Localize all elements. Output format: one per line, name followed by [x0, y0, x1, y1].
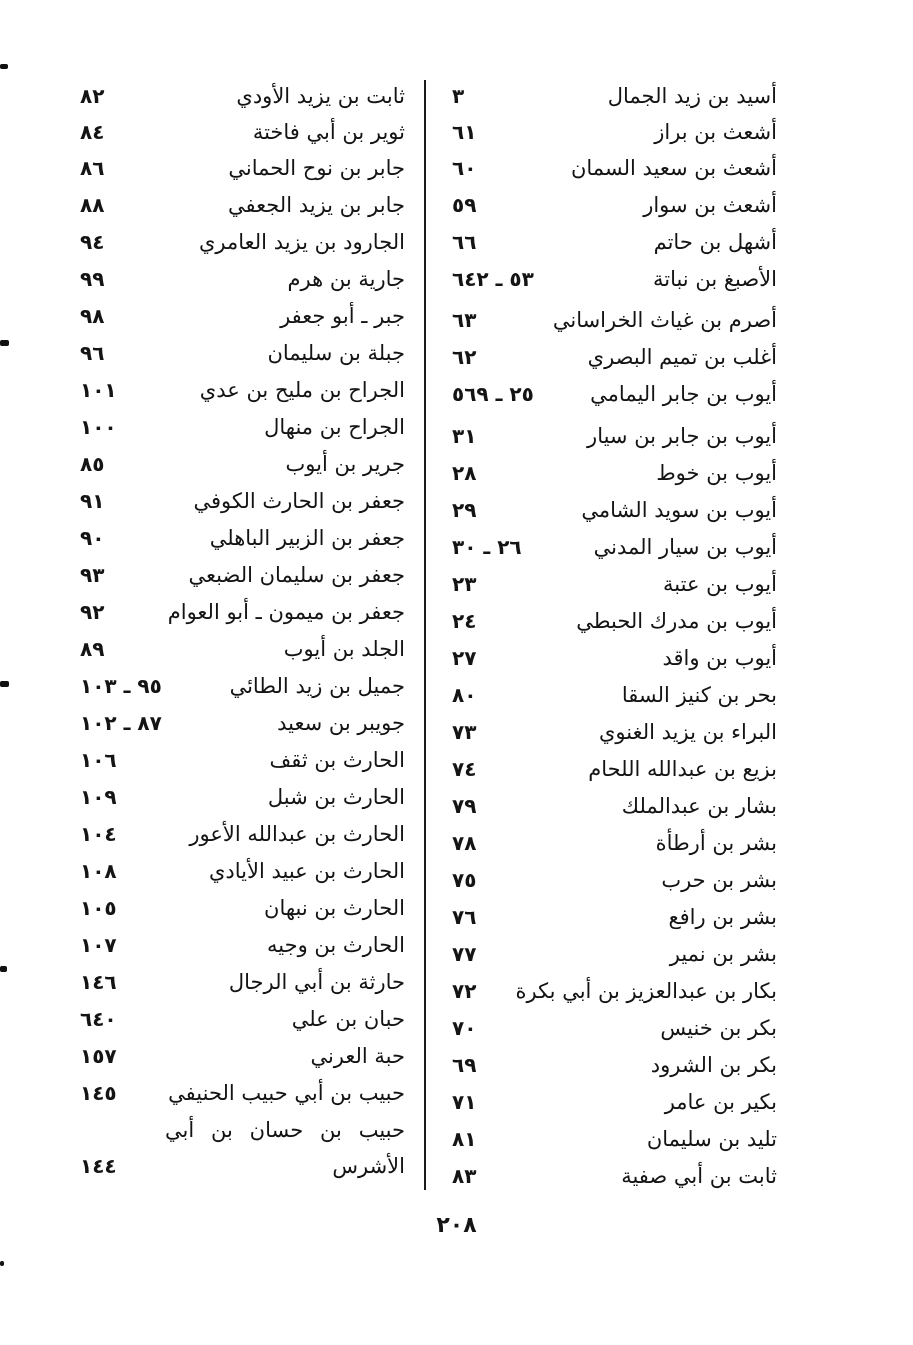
entry-pages: ٢٦ ـ ٣٠ — [452, 535, 522, 559]
entry-name: جعفر بن الحارث الكوفي — [193, 489, 405, 513]
index-entry — [80, 1001, 405, 1037]
index-entry — [452, 677, 777, 713]
entry-name: جابر بن نوح الحماني — [228, 156, 405, 180]
entry-name: جعفر بن ميمون ـ أبو العوام — [167, 600, 405, 624]
entry-name: الحارث بن نبهان — [264, 896, 405, 920]
index-entry — [80, 409, 405, 445]
entry-name: أشعث بن سوار — [643, 193, 777, 217]
entry-pages: ٦٠ — [452, 156, 477, 180]
entry-name: جويبر بن سعيد — [277, 711, 405, 735]
entry-name: جارية بن هرم — [287, 267, 405, 291]
entry-pages: ١٠٤ — [80, 822, 117, 846]
entry-name: بشر بن أرطأة — [655, 831, 777, 855]
entry-name: بكر بن الشرود — [650, 1053, 777, 1077]
entry-name: البراء بن يزيد الغنوي — [598, 720, 777, 744]
index-entry — [80, 890, 405, 926]
index-entry — [80, 114, 405, 150]
index-entry — [452, 1047, 777, 1083]
entry-pages: ٨٦ — [80, 156, 105, 180]
entry-name: أصرم بن غياث الخراساني — [552, 308, 777, 332]
entry-pages: ١٠١ — [80, 378, 117, 402]
entry-pages: ١٠٦ — [80, 748, 117, 772]
entry-name: تليد بن سليمان — [646, 1127, 777, 1151]
index-entry — [452, 936, 777, 972]
entry-pages: ٩٣ — [80, 563, 105, 587]
entry-name: حبيب بن أبي حبيب الحنيفي — [168, 1081, 405, 1105]
index-entry — [80, 446, 405, 482]
entry-name: ثابت بن أبي صفية — [621, 1164, 777, 1188]
index-entry — [80, 1038, 405, 1074]
entry-pages: ٨٠ — [452, 683, 477, 707]
index-entry — [80, 964, 405, 1000]
index-entry — [452, 603, 777, 639]
index-entry — [80, 187, 405, 223]
index-entry — [452, 1010, 777, 1046]
entry-pages: ٧٣ — [452, 720, 477, 744]
index-entry — [80, 1112, 405, 1184]
entry-pages: ١٠٥ — [80, 896, 117, 920]
entry-pages: ٩٠ — [80, 526, 105, 550]
index-entry — [80, 78, 405, 114]
index-entry — [80, 261, 405, 297]
entry-name: بشار بن عبدالملك — [621, 794, 777, 818]
entry-pages: ١٤٤ — [80, 1154, 117, 1178]
entry-name: ثابت بن يزيد الأودي — [236, 84, 405, 108]
entry-name: حبان بن علي — [291, 1007, 405, 1031]
entry-name: جبر ـ أبو جعفر — [280, 304, 405, 328]
index-entry — [452, 78, 777, 114]
entry-pages: ١٤٦ — [80, 970, 117, 994]
entry-name: أيوب بن واقد — [662, 646, 777, 670]
index-entry — [80, 742, 405, 778]
entry-name: الجراح بن منهال — [264, 415, 405, 439]
index-entry — [452, 339, 777, 375]
entry-pages: ٧٥ — [452, 868, 477, 892]
entry-name: حارثة بن أبي الرجال — [228, 970, 405, 994]
entry-pages: ٧٦ — [452, 905, 477, 929]
entry-name: أشهل بن حاتم — [653, 230, 777, 254]
index-entry — [452, 261, 777, 297]
index-entry — [80, 1075, 405, 1111]
entry-name: الحارث بن عبدالله الأعور — [189, 822, 405, 846]
entry-pages: ٦٢ — [452, 345, 477, 369]
entry-name: جعفر بن سليمان الضبعي — [188, 563, 405, 587]
index-entry — [452, 114, 777, 150]
index-entry — [80, 150, 405, 186]
entry-name: جميل بن زيد الطائي — [229, 674, 405, 698]
entry-name: جعفر بن الزبير الباهلي — [209, 526, 405, 550]
entry-name: بزيع بن عبدالله اللحام — [588, 757, 777, 781]
entry-pages: ٦٩ — [452, 1053, 477, 1077]
entry-pages: ٣ — [452, 84, 465, 108]
entry-name: الجراح بن مليح بن عدي — [199, 378, 405, 402]
entry-name: جرير بن أيوب — [285, 452, 405, 476]
entry-pages: ١٠٩ — [80, 785, 117, 809]
entry-name: الحارث بن وجيه — [267, 933, 405, 957]
entry-pages: ١٠٨ — [80, 859, 117, 883]
index-entry — [80, 372, 405, 408]
entry-pages: ٧٧ — [452, 942, 477, 966]
entry-name: أيوب بن جابر اليمامي — [590, 382, 777, 406]
entry-name: الحارث بن عبيد الأيادي — [208, 859, 405, 883]
index-entry — [80, 557, 405, 593]
column-divider — [424, 80, 426, 1190]
entry-name: الحارث بن شبل — [267, 785, 405, 809]
entry-pages: ٦٤٠ — [80, 1007, 117, 1031]
entry-pages: ١٤٥ — [80, 1081, 117, 1105]
entry-name: الجلد بن أيوب — [283, 637, 405, 661]
index-entry — [452, 1121, 777, 1157]
index-entry — [80, 224, 405, 260]
entry-name: أشعث بن سعيد السمان — [570, 156, 777, 180]
entry-name: بكير بن عامر — [664, 1090, 777, 1114]
index-entry — [452, 150, 777, 186]
entry-name: أيوب بن سيار المدني — [593, 535, 777, 559]
entry-name: بشر بن نمير — [669, 942, 777, 966]
entry-pages: ٥٩ — [452, 193, 477, 217]
index-entry — [452, 224, 777, 260]
entry-name: الجارود بن يزيد العامري — [198, 230, 405, 254]
entry-name: أيوب بن سويد الشامي — [581, 498, 777, 522]
entry-pages: ٩٩ — [80, 267, 105, 291]
entry-name: الحارث بن ثقف — [269, 748, 405, 772]
index-entry — [452, 899, 777, 935]
index-entry — [452, 566, 777, 602]
entry-name: جابر بن يزيد الجعفي — [227, 193, 405, 217]
index-entry — [452, 714, 777, 750]
entry-name: بكار بن عبدالعزيز بن أبي بكرة — [515, 979, 777, 1003]
entry-pages: ٩٢ — [80, 600, 105, 624]
entry-pages: ٨٣ — [452, 1164, 477, 1188]
index-entry — [80, 594, 405, 630]
index-entry — [80, 520, 405, 556]
entry-name: بحر بن كنيز السقا — [621, 683, 777, 707]
entry-name: بكر بن خنيس — [660, 1016, 777, 1040]
entry-pages: ٩٦ — [80, 341, 105, 365]
entry-name: أيوب بن جابر بن سيار — [587, 424, 777, 448]
index-entry — [452, 492, 777, 528]
entry-pages: ٩١ — [80, 489, 105, 513]
entry-pages: ٩٤ — [80, 230, 105, 254]
entry-pages: ٩٨ — [80, 304, 105, 328]
index-entry — [80, 335, 405, 371]
entry-pages: ٧٢ — [452, 979, 477, 1003]
entry-name: أغلب بن تميم البصري — [587, 345, 777, 369]
entry-pages: ٧٠ — [452, 1016, 477, 1040]
entry-name: أيوب بن مدرك الحبطي — [576, 609, 777, 633]
entry-pages: ١٥٧ — [80, 1044, 117, 1068]
index-entry — [80, 705, 405, 741]
entry-pages: ٢٧ — [452, 646, 477, 670]
index-entry — [80, 483, 405, 519]
entry-pages: ٦٦ — [452, 230, 477, 254]
index-entry — [452, 862, 777, 898]
entry-pages: ٢٤ — [452, 609, 477, 633]
entry-pages: ٨٢ — [80, 84, 105, 108]
page-number: ٢٠٨ — [436, 1213, 477, 1238]
entry-pages: ٥٣ ـ ٦٤٢ — [452, 267, 534, 291]
entry-name: أيوب بن خوط — [656, 461, 777, 485]
edge-mark — [0, 966, 7, 972]
index-entry — [80, 853, 405, 889]
index-entry — [452, 376, 777, 412]
index-entry — [80, 631, 405, 667]
entry-name: حبيب بن حسان بن أبي الأشرس — [165, 1118, 405, 1178]
edge-mark — [0, 340, 9, 346]
index-entry — [80, 779, 405, 815]
index-entry — [452, 640, 777, 676]
edge-mark — [0, 1261, 4, 1266]
entry-name: أسيد بن زيد الجمال — [607, 84, 777, 108]
entry-pages: ٣١ — [452, 424, 477, 448]
entry-pages: ٦١ — [452, 120, 477, 144]
entry-pages: ٨٥ — [80, 452, 105, 476]
entry-pages: ٢٥ ـ ٥٦٩ — [452, 382, 534, 406]
entry-name: جبلة بن سليمان — [267, 341, 405, 365]
index-entry — [452, 751, 777, 787]
entry-pages: ٨٤ — [80, 120, 105, 144]
entry-pages: ٧٤ — [452, 757, 477, 781]
entry-pages: ٨٩ — [80, 637, 105, 661]
entry-pages: ٢٩ — [452, 498, 477, 522]
entry-name: بشر بن رافع — [668, 905, 777, 929]
index-entry — [452, 529, 777, 565]
entry-pages: ٨١ — [452, 1127, 477, 1151]
index-entry — [452, 1084, 777, 1120]
edge-mark — [0, 681, 9, 687]
entry-pages: ٢٣ — [452, 572, 477, 596]
index-entry — [452, 973, 777, 1009]
entry-pages: ٧٩ — [452, 794, 477, 818]
index-entry — [452, 1158, 777, 1194]
entry-pages: ٨٧ ـ ١٠٢ — [80, 711, 162, 735]
index-entry — [452, 788, 777, 824]
entry-name: أيوب بن عتبة — [663, 572, 777, 596]
entry-name: أشعث بن براز — [654, 120, 777, 144]
entry-name: حبة العرني — [310, 1044, 405, 1068]
index-entry — [452, 418, 777, 454]
index-entry — [80, 668, 405, 704]
entry-pages: ٧٨ — [452, 831, 477, 855]
entry-pages: ١٠٠ — [80, 415, 117, 439]
entry-pages: ١٠٧ — [80, 933, 117, 957]
entry-pages: ٨٨ — [80, 193, 105, 217]
index-entry — [80, 927, 405, 963]
entry-pages: ٦٣ — [452, 308, 477, 332]
index-entry — [452, 302, 777, 338]
entry-pages: ٧١ — [452, 1090, 477, 1114]
index-entry — [452, 455, 777, 491]
index-entry — [452, 187, 777, 223]
entry-name: الأصبغ بن نباتة — [652, 267, 777, 291]
index-entry — [452, 825, 777, 861]
entry-name: بشر بن حرب — [661, 868, 777, 892]
entry-name: ثوير بن أبي فاختة — [252, 120, 405, 144]
edge-mark — [0, 64, 8, 69]
entry-pages: ٩٥ ـ ١٠٣ — [80, 674, 162, 698]
index-entry — [80, 816, 405, 852]
entry-pages: ٢٨ — [452, 461, 477, 485]
index-entry — [80, 298, 405, 334]
